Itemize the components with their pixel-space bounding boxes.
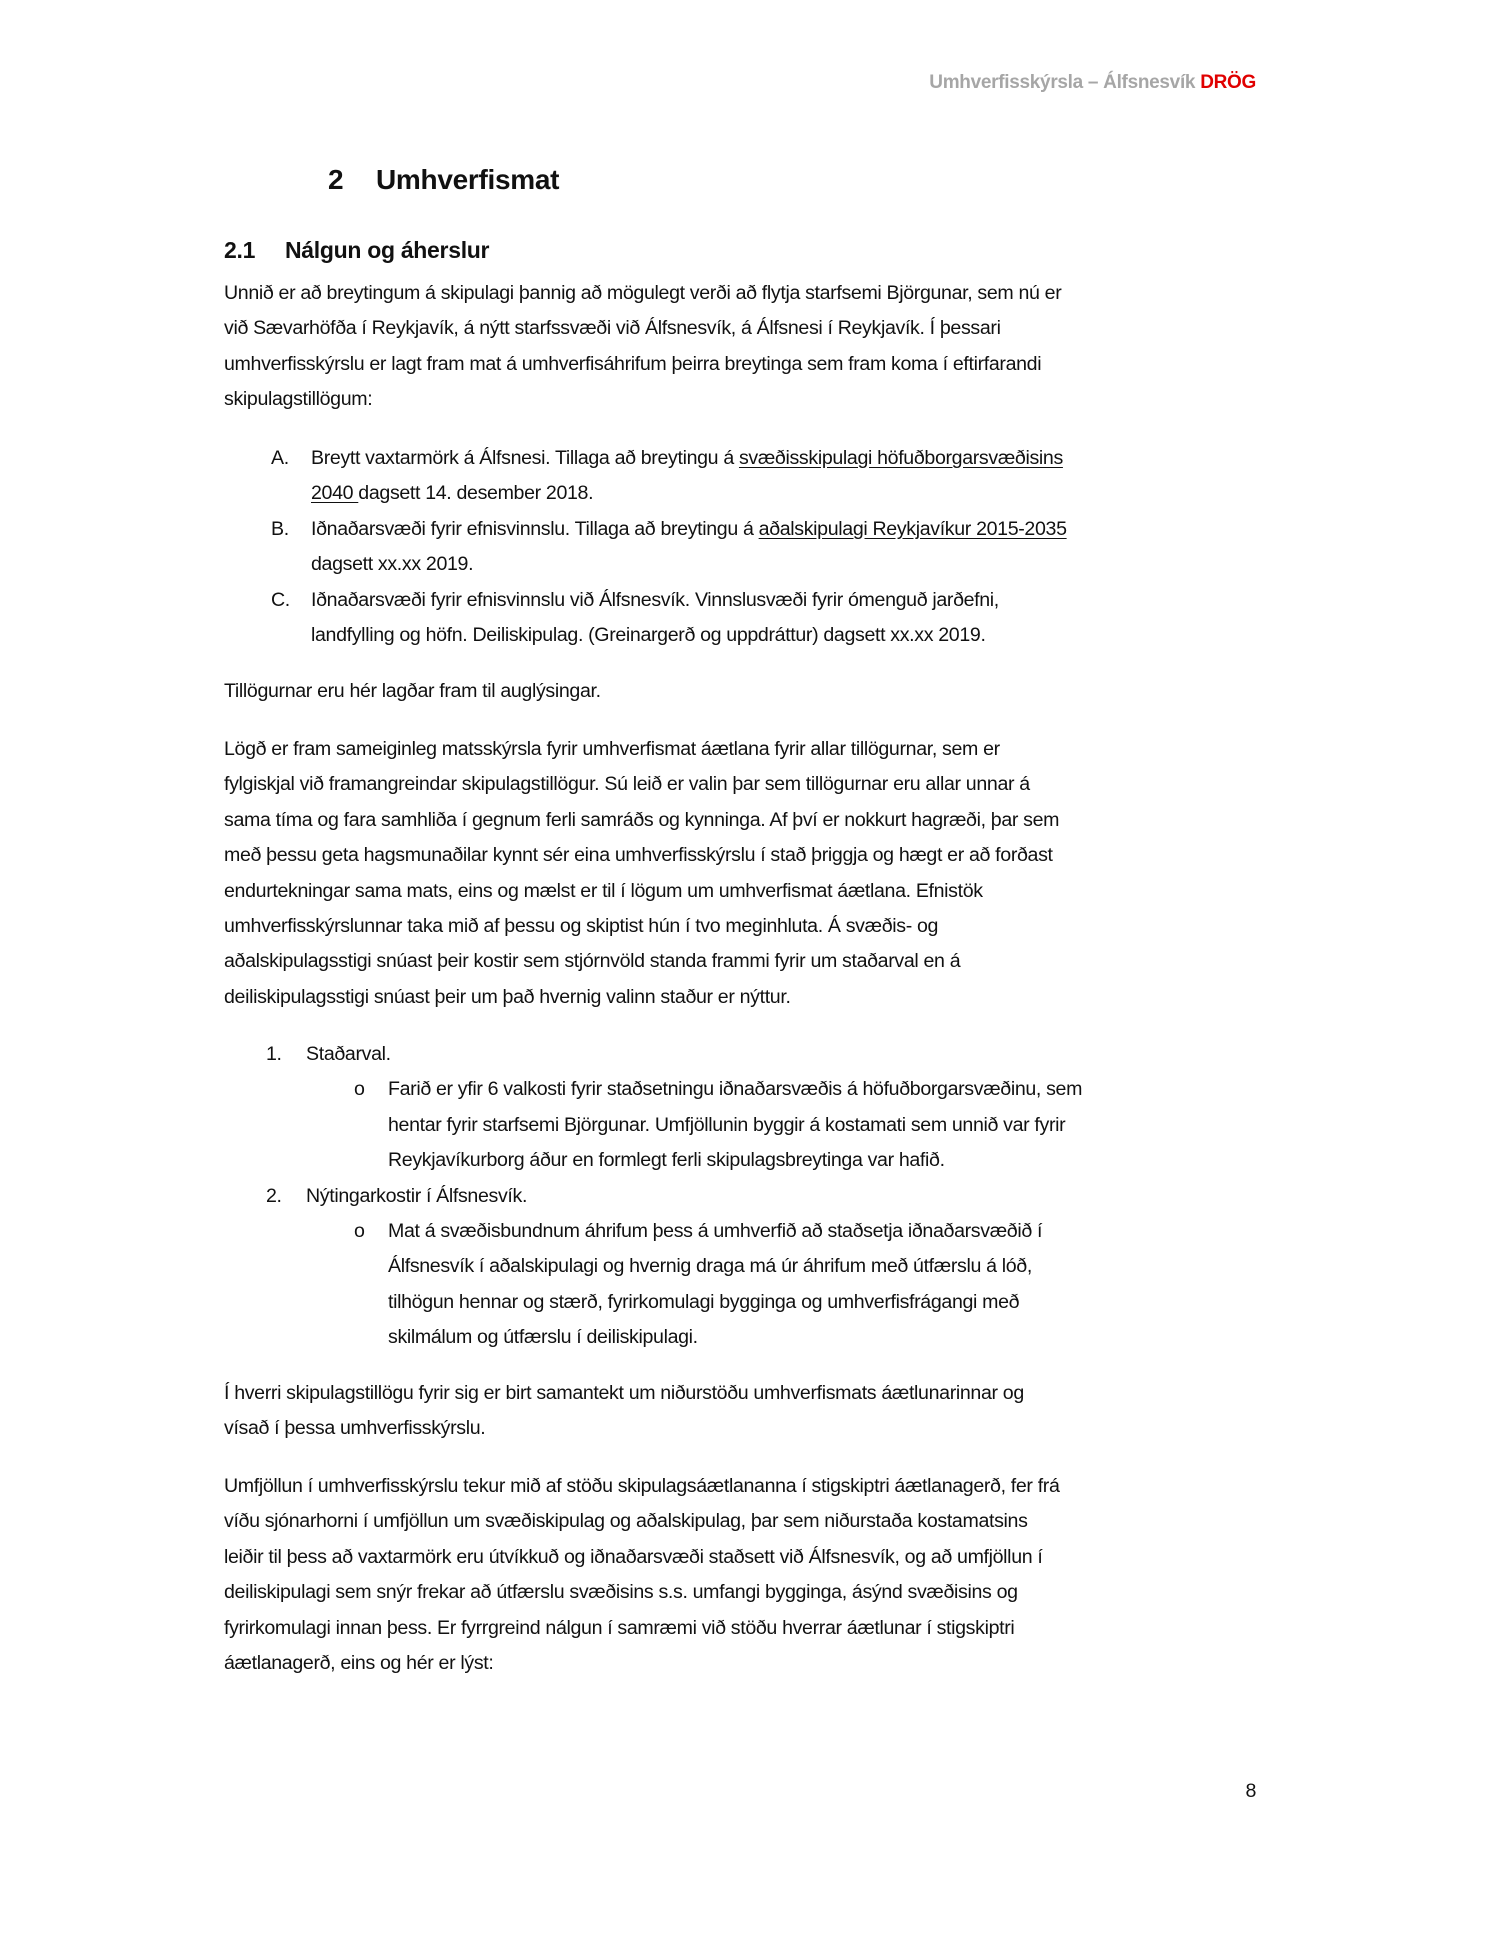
text-line: deiliskipulagsstigi snúast þeir um það hvernig valinn staður er nýttur.	[224, 985, 791, 1008]
item-text: Iðnaðarsvæði fyrir efnisvinnslu við Álfsnesvík. Vinnslusvæði fyrir ómenguð jarðefni,	[311, 588, 999, 611]
running-header	[929, 72, 1256, 94]
summary-paragraph	[224, 1376, 1024, 1447]
intro-paragraph	[224, 276, 1061, 418]
section-number: 2	[328, 164, 344, 195]
part-number: 2.	[266, 1184, 282, 1207]
text-line: Farið er yfir 6 valkosti fyrir staðsetningu iðnaðarsvæðis á höfuðborgarsvæðinu, sem	[388, 1078, 1083, 1101]
text-line: Í hverri skipulagstillögu fyrir sig er birt samantekt um niðurstöðu umhverfismats áætlunarinnar og	[224, 1382, 1024, 1404]
text-line: fylgiskjal við framangreindar skipulagstillögur. Sú leið er valin þar sem tillögurnar eru allar unnar á	[224, 773, 1030, 796]
item-text: Iðnaðarsvæði fyrir efnisvinnslu. Tillaga að breytingu á	[311, 517, 759, 540]
text-line: aðalskipulagsstigi snúast þeir kostir sem stjórnvöld standa frammi fyrir um staðarval en á	[224, 950, 961, 973]
item-label: A.	[271, 447, 289, 469]
text-line: skipulagstillögum:	[224, 388, 373, 411]
item-text: dagsett xx.xx 2019.	[311, 553, 474, 576]
item-text: Breytt vaxtarmörk á Álfsnesi. Tillaga að breytingu á	[311, 447, 739, 469]
regional-plan-link-year[interactable]: 2040	[311, 482, 359, 505]
regional-plan-link[interactable]: svæðisskipulagi höfuðborgarsvæðisins	[738, 447, 1063, 469]
text-line: sama tíma og fara samhliða í gegnum ferli samráðs og kynninga. Af því er nokkurt hagræði, þar sem	[224, 808, 1060, 831]
approach-paragraph	[224, 1469, 1060, 1681]
proposal-item	[271, 512, 1271, 583]
text-line: með þessu geta hagsmunaðilar kynnt sér eina umhverfisskýrslu í stað þriggja og hægt er að forðast	[224, 844, 1053, 867]
part-number: 1.	[266, 1043, 282, 1065]
text-line: tilhögun hennar og stærð, fyrirkomulagi bygginga og umhverfisfrágangi með	[388, 1290, 1020, 1313]
text-line: vísað í þessa umhverfisskýrslu.	[224, 1417, 486, 1440]
text-line: umhverfisskýrslunnar taka mið af þessu og skiptist hún í tvo meginhluta. Á svæðis- og	[224, 914, 939, 937]
master-plan-link[interactable]: aðalskipulagi Reykjavíkur 2015-2035	[758, 517, 1067, 540]
part-item	[266, 1037, 1266, 1179]
bullet-icon: o	[354, 1078, 365, 1101]
subsection-title: Nálgun og áherslur	[285, 237, 490, 263]
text-line: Unnið er að breytingum á skipulagi þannig að mögulegt verði að flytja starfsemi Björgunar, sem nú er	[224, 282, 1062, 304]
text-line: Mat á svæðisbundnum áhrifum þess á umhverfið að staðsetja iðnaðarsvæðið í	[388, 1219, 1043, 1242]
text-line: leiðir til þess að vaxtarmörk eru útvíkkuð og iðnaðarsvæði staðsett við Álfsnesvík, og að umfjöllun í	[224, 1545, 1043, 1568]
item-text: landfylling og höfn. Deiliskipulag. (Greinargerð og uppdráttur) dagsett xx.xx 2019.	[311, 623, 986, 646]
text-line: umhverfisskýrslu er lagt fram mat á umhverfisáhrifum þeirra breytinga sem fram koma í eftirfarandi	[224, 352, 1042, 375]
text-line: fyrirkomulagi innan þess. Er fyrrgreind nálgun í samræmi við stöðu hverrar áætlunar í stigskiptri	[224, 1616, 1015, 1639]
part-title: Nýtingarkostir í Álfsnesvík.	[306, 1184, 528, 1207]
page-number: 8	[1245, 1780, 1256, 1802]
proposal-item	[271, 583, 1271, 654]
item-label: B.	[271, 517, 289, 540]
text-line: Umfjöllun í umhverfisskýrslu tekur mið af stöðu skipulagsáætlananna í stigskiptri áætlanagerð, fer frá	[224, 1475, 1060, 1497]
text-line: hentar fyrir starfsemi Björgunar. Umfjöllunin byggir á kostamati sem unnið var fyrir	[388, 1113, 1066, 1136]
item-text: dagsett 14. desember 2018.	[358, 482, 594, 505]
proposal-item	[271, 441, 1271, 512]
text-line: endurtekningar sama mats, eins og mælst er til í lögum um umhverfismat áætlana. Efnistök	[224, 879, 983, 902]
text-line: við Sævarhöfða í Reykjavík, á nýtt starfssvæði við Álfsnesvík, á Álfsnesi í Reykjavík. Í þessari	[224, 317, 1001, 340]
text-line: áætlanagerð, eins og hér er lýst:	[224, 1651, 494, 1674]
header-title: Umhverfisskýrsla – Álfsnesvík	[929, 72, 1196, 93]
part-title: Staðarval.	[306, 1043, 391, 1065]
item-label: C.	[271, 588, 290, 611]
subsection-number: 2.1	[224, 237, 256, 263]
text-line: deiliskipulagi sem snýr frekar að útfærslu svæðisins s.s. umfangi bygginga, ásýnd svæðisins og	[224, 1581, 1018, 1604]
advert-paragraph: Tillögurnar eru hér lagðar fram til auglýsingar.	[224, 680, 601, 702]
scope-paragraph	[224, 732, 1059, 1015]
proposal-list	[271, 441, 1271, 653]
parts-list	[266, 1037, 1266, 1356]
text-line: víðu sjónarhorni í umfjöllun um svæðiskipulag og aðalskipulag, þar sem niðurstaða kostamatsins	[224, 1510, 1028, 1533]
text-line: Álfsnesvík í aðalskipulagi og hvernig draga má úr áhrifum með útfærslu á lóð,	[388, 1255, 1032, 1278]
bullet-icon: o	[354, 1219, 365, 1242]
text-line: Reykjavíkurborg áður en formlegt ferli skipulagsbreytinga var hafið.	[388, 1149, 945, 1172]
draft-label: DRÖG	[1200, 72, 1256, 93]
section-title: Umhverfismat	[376, 164, 560, 195]
part-item	[266, 1179, 1266, 1356]
text-line: skilmálum og útfærslu í deiliskipulagi.	[388, 1326, 698, 1349]
text-line: Lögð er fram sameiginleg matsskýrsla fyrir umhverfismat áætlana fyrir allar tillögurnar, sem er	[224, 738, 1000, 760]
